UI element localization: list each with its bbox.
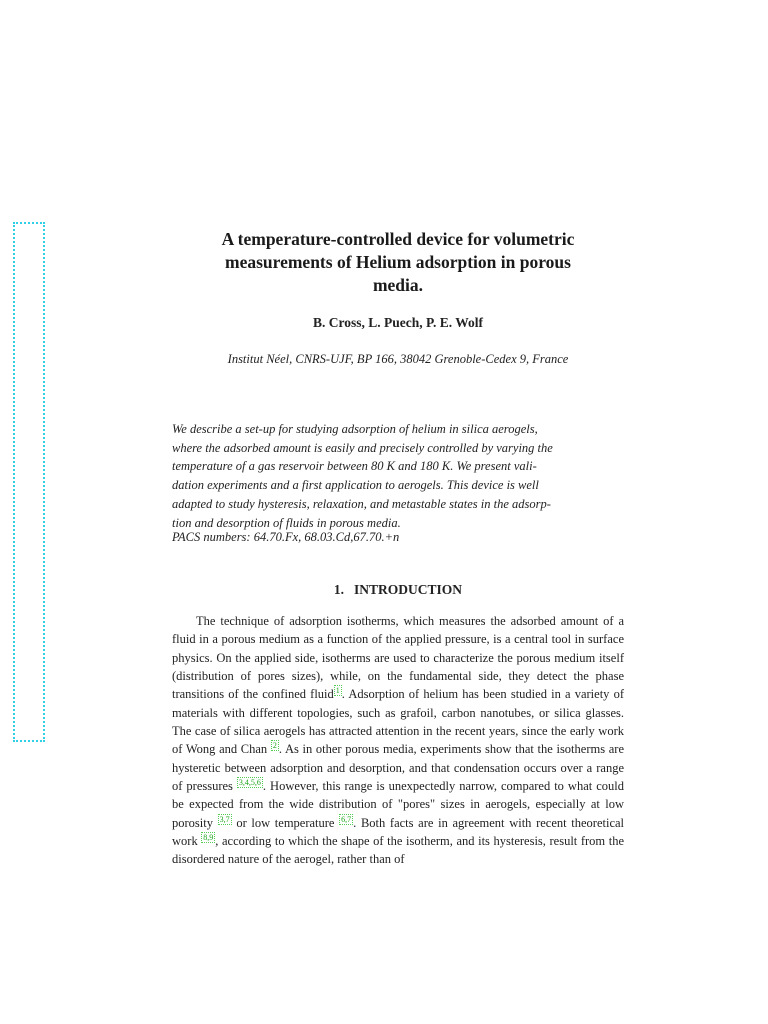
abstract-line: We describe a set-up for studying adsorption of helium in silica aerogels, [172,422,538,436]
title-line: A temperature-controlled device for volumetric [221,229,575,249]
body-text-run: . However, this range is unexpectedly narrow, compared to what could be expected from the wide distribution of "pores" sizes in aerogels, especially at low porosity [172,779,624,830]
title-line: measurements of Helium adsorption in porous [225,252,571,272]
abstract-line: dation experiments and a first application to aerogels. This device is well [172,478,539,493]
body-text-run: , according to which the shape of the isotherm, and its hysteresis, result from the disordered nature of the aerogel, rather than of [172,834,625,867]
abstract-line: tion and desorption of fluids in porous media. [172,515,401,530]
citation-link[interactable]: 6,7 [341,814,352,824]
paper-title [172,228,624,297]
section-heading [172,582,624,598]
body-text-run: . Both facts are in agreement with recent theoretical work [172,815,625,849]
body-text-run: . As in other porous media, experiments show that the isotherms are hysteretic between adsorption and desorption, and that condensation occurs over a range of pressures [172,742,625,794]
citation-link[interactable]: 1 [335,686,340,696]
abstract [172,420,624,532]
body-text-run: or low temperature [231,815,335,830]
body-text-run: The technique of adsorption isotherms, which measures the adsorbed amount of a fluid in a porous medium as a function of the applied pressure, is a central tool in surface physics. On the applied side, isotherms are used to characterize the porous medium itself (distribution of pores sizes), while, on the fundamental side, they detect the phase transitions of the confined fluid [172,614,624,702]
citation-link[interactable]: 8,9 [203,832,214,842]
abstract-line: where the adsorbed amount is easily and precisely controlled by varying the [172,440,553,455]
authors: B. Cross, L. Puech, P. E. Wolf [312,315,484,330]
citation-link[interactable]: 3,4,5,6 [238,777,261,787]
section-title: INTRODUCTION [354,582,463,597]
section-number: 1. [333,582,345,597]
affiliation: Institut Néel, CNRS-UJF, BP 166, 38042 Grenoble-Cedex 9, France [227,352,569,366]
citation-link[interactable]: 2 [272,741,277,751]
abstract-line: temperature of a gas reservoir between 80 K and 180 K. We present vali- [172,459,537,474]
body-text-run: . Adsorption of helium has been studied in a variety of materials with different topologies, such as grafoil, carbon nanotubes, or silica glasses. The case of silica aerogels has attracted attention in the recent years, since the early work of Wong and Chan [172,687,625,757]
introduction-paragraph [172,612,624,869]
abstract-line: adapted to study hysteresis, relaxation, and metastable states in the adsorp- [172,496,551,511]
title-line: media. [372,275,424,295]
citation-link[interactable]: 3,7 [219,814,230,824]
pacs-numbers: PACS numbers: 64.70.Fx, 68.03.Cd,67.70.+n [172,530,400,544]
link-frame[interactable] [13,222,45,742]
